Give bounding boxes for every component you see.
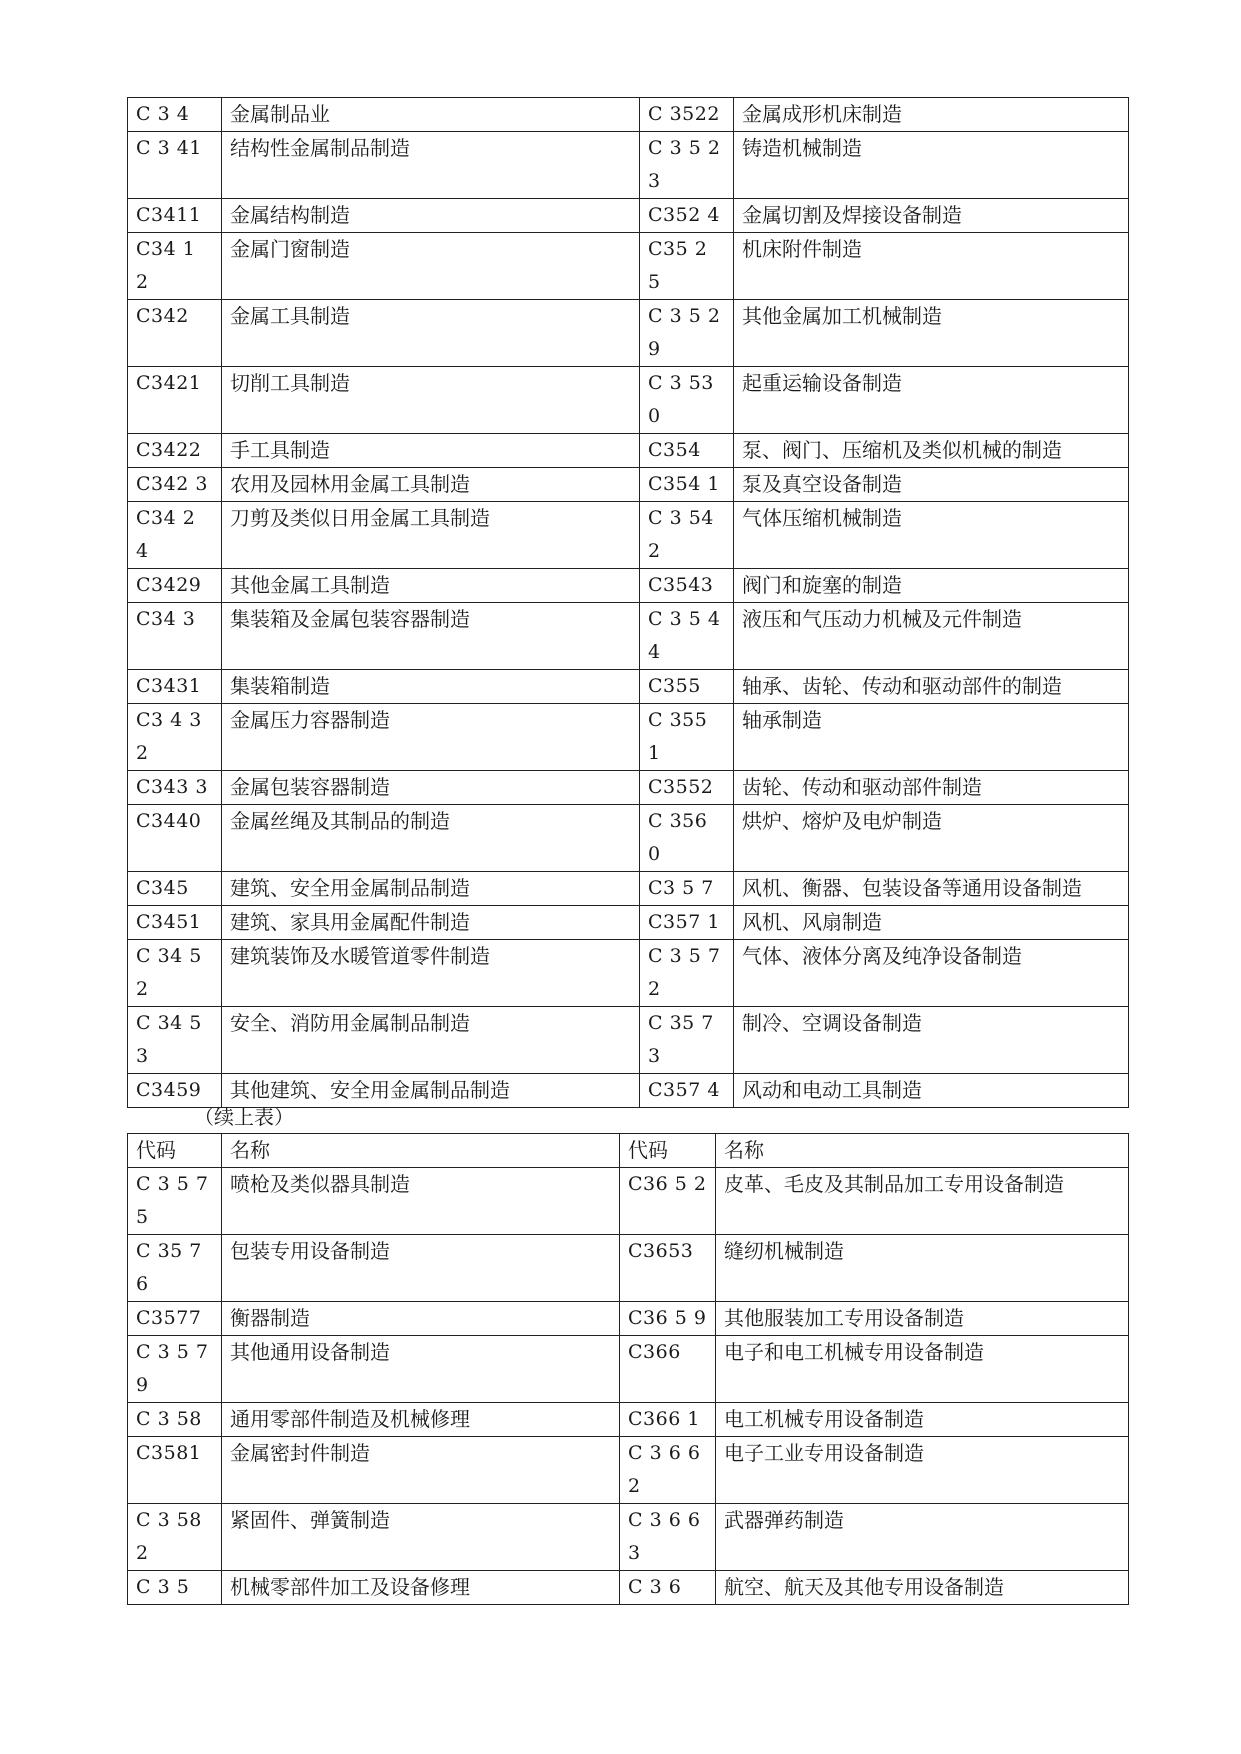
industry-name: 航空、航天及其他专用设备制造 xyxy=(716,1571,1129,1605)
industry-name: 风机、风扇制造 xyxy=(734,906,1129,940)
table-row xyxy=(128,502,1129,569)
industry-code-table-1 xyxy=(127,97,1129,1108)
industry-code: C 3 5 2 3 xyxy=(640,132,734,199)
industry-code: C 3 5 44 xyxy=(640,603,734,670)
industry-name: 集装箱及金属包装容器制造 xyxy=(222,603,640,670)
industry-code: C 3 5 2 9 xyxy=(640,300,734,367)
industry-name: 制冷、空调设备制造 xyxy=(734,1007,1129,1074)
industry-code: C366 xyxy=(620,1336,716,1403)
table-row xyxy=(128,98,1129,132)
industry-code: C3 5 7 xyxy=(640,872,734,906)
industry-name: 铸造机械制造 xyxy=(734,132,1129,199)
table-row xyxy=(128,704,1129,771)
industry-code: C3552 xyxy=(640,771,734,805)
header-name: 名称 xyxy=(222,1134,620,1168)
industry-code: C3421 xyxy=(128,367,222,434)
industry-code: C 35 7 3 xyxy=(640,1007,734,1074)
table-row xyxy=(128,300,1129,367)
industry-code: C 3 5 7 5 xyxy=(128,1168,222,1235)
industry-name: 集装箱制造 xyxy=(222,670,640,704)
industry-name: 金属工具制造 xyxy=(222,300,640,367)
table-row xyxy=(128,1403,1129,1437)
industry-code: C3411 xyxy=(128,199,222,233)
industry-code: C343 3 xyxy=(128,771,222,805)
industry-code: C354 xyxy=(640,434,734,468)
table-row xyxy=(128,670,1129,704)
industry-name: 金属包装容器制造 xyxy=(222,771,640,805)
industry-name: 金属结构制造 xyxy=(222,199,640,233)
table-row xyxy=(128,1007,1129,1074)
header-code: 代码 xyxy=(128,1134,222,1168)
industry-name: 其他通用设备制造 xyxy=(222,1336,620,1403)
industry-name: 金属丝绳及其制品的制造 xyxy=(222,805,640,872)
industry-code: C3577 xyxy=(128,1302,222,1336)
industry-code: C352 4 xyxy=(640,199,734,233)
industry-name: 气体、液体分离及纯净设备制造 xyxy=(734,940,1129,1007)
table-row xyxy=(128,805,1129,872)
industry-code: C 3 41 xyxy=(128,132,222,199)
industry-name: 其他金属加工机械制造 xyxy=(734,300,1129,367)
header-name: 名称 xyxy=(716,1134,1129,1168)
table-row xyxy=(128,771,1129,805)
industry-name: 喷枪及类似器具制造 xyxy=(222,1168,620,1235)
industry-code: C355 xyxy=(640,670,734,704)
industry-name: 皮革、毛皮及其制品加工专用设备制造 xyxy=(716,1168,1129,1235)
table-row xyxy=(128,603,1129,670)
industry-code: C 3 5 7 9 xyxy=(128,1336,222,1403)
industry-code: C35 2 5 xyxy=(640,233,734,300)
industry-code: C342 xyxy=(128,300,222,367)
industry-name: 烘炉、熔炉及电炉制造 xyxy=(734,805,1129,872)
industry-code: C 3 542 xyxy=(640,502,734,569)
industry-code: C 3 530 xyxy=(640,367,734,434)
table-row xyxy=(128,1168,1129,1235)
industry-code: C 3 5 xyxy=(128,1571,222,1605)
industry-name: 机床附件制造 xyxy=(734,233,1129,300)
industry-code: C 34 5 3 xyxy=(128,1007,222,1074)
industry-name: 建筑、安全用金属制品制造 xyxy=(222,872,640,906)
industry-code: C3451 xyxy=(128,906,222,940)
table-row xyxy=(128,233,1129,300)
industry-code: C366 1 xyxy=(620,1403,716,1437)
industry-code: C 34 5 2 xyxy=(128,940,222,1007)
industry-code: C357 1 xyxy=(640,906,734,940)
industry-name: 轴承制造 xyxy=(734,704,1129,771)
industry-code: C3422 xyxy=(128,434,222,468)
table-row xyxy=(128,1437,1129,1504)
table-row xyxy=(128,468,1129,502)
industry-code: C 3522 xyxy=(640,98,734,132)
industry-name: 电子和电工机械专用设备制造 xyxy=(716,1336,1129,1403)
table-row xyxy=(128,1571,1129,1605)
industry-code: C 3 6 6 3 xyxy=(620,1504,716,1571)
table-row xyxy=(128,906,1129,940)
table-row xyxy=(128,1504,1129,1571)
industry-name: 手工具制造 xyxy=(222,434,640,468)
industry-code: C 3 4 xyxy=(128,98,222,132)
industry-name: 刀剪及类似日用金属工具制造 xyxy=(222,502,640,569)
industry-code: C3429 xyxy=(128,569,222,603)
industry-name: 液压和气压动力机械及元件制造 xyxy=(734,603,1129,670)
industry-code: C3653 xyxy=(620,1235,716,1302)
industry-name: 包装专用设备制造 xyxy=(222,1235,620,1302)
industry-code: C342 3 xyxy=(128,468,222,502)
industry-name: 风动和电动工具制造 xyxy=(734,1074,1129,1108)
table-header-row xyxy=(128,1134,1129,1168)
table-row xyxy=(128,1336,1129,1403)
industry-name: 金属制品业 xyxy=(222,98,640,132)
table-row xyxy=(128,199,1129,233)
header-code: 代码 xyxy=(620,1134,716,1168)
table-row xyxy=(128,367,1129,434)
industry-code: C 355 1 xyxy=(640,704,734,771)
industry-code: C3543 xyxy=(640,569,734,603)
industry-name: 气体压缩机械制造 xyxy=(734,502,1129,569)
industry-name: 衡器制造 xyxy=(222,1302,620,1336)
industry-code: C 3 6 6 2 xyxy=(620,1437,716,1504)
industry-code: C34 3 xyxy=(128,603,222,670)
industry-name: 齿轮、传动和驱动部件制造 xyxy=(734,771,1129,805)
industry-name: 金属密封件制造 xyxy=(222,1437,620,1504)
industry-name: 轴承、齿轮、传动和驱动部件的制造 xyxy=(734,670,1129,704)
industry-name: 起重运输设备制造 xyxy=(734,367,1129,434)
industry-name: 阀门和旋塞的制造 xyxy=(734,569,1129,603)
table-row xyxy=(128,132,1129,199)
industry-name: 金属门窗制造 xyxy=(222,233,640,300)
industry-code: C3431 xyxy=(128,670,222,704)
industry-name: 金属压力容器制造 xyxy=(222,704,640,771)
industry-code-table-2 xyxy=(127,1133,1129,1605)
industry-code: C34 1 2 xyxy=(128,233,222,300)
industry-code: C 356 0 xyxy=(640,805,734,872)
industry-code: C3440 xyxy=(128,805,222,872)
industry-code: C 3 6 xyxy=(620,1571,716,1605)
industry-code: C36 5 9 xyxy=(620,1302,716,1336)
table-row xyxy=(128,940,1129,1007)
industry-code: C354 1 xyxy=(640,468,734,502)
industry-name: 金属成形机床制造 xyxy=(734,98,1129,132)
industry-name: 通用零部件制造及机械修理 xyxy=(222,1403,620,1437)
industry-code: C 3 582 xyxy=(128,1504,222,1571)
industry-name: 电子工业专用设备制造 xyxy=(716,1437,1129,1504)
industry-name: 农用及园林用金属工具制造 xyxy=(222,468,640,502)
table-row xyxy=(128,1235,1129,1302)
industry-name: 机械零部件加工及设备修理 xyxy=(222,1571,620,1605)
industry-name: 切削工具制造 xyxy=(222,367,640,434)
industry-name: 其他服装加工专用设备制造 xyxy=(716,1302,1129,1336)
industry-code: C 3 58 xyxy=(128,1403,222,1437)
industry-code: C345 xyxy=(128,872,222,906)
table-row xyxy=(128,569,1129,603)
industry-name: 武器弹药制造 xyxy=(716,1504,1129,1571)
industry-code: C34 2 4 xyxy=(128,502,222,569)
industry-code: C 3 5 7 2 xyxy=(640,940,734,1007)
industry-name: 其他建筑、安全用金属制品制造 xyxy=(222,1074,640,1108)
industry-name: 泵及真空设备制造 xyxy=(734,468,1129,502)
table-row xyxy=(128,872,1129,906)
industry-name: 泵、阀门、压缩机及类似机械的制造 xyxy=(734,434,1129,468)
industry-name: 其他金属工具制造 xyxy=(222,569,640,603)
industry-code: C 35 7 6 xyxy=(128,1235,222,1302)
industry-code: C3 4 3 2 xyxy=(128,704,222,771)
industry-name: 安全、消防用金属制品制造 xyxy=(222,1007,640,1074)
industry-name: 金属切割及焊接设备制造 xyxy=(734,199,1129,233)
industry-code: C357 4 xyxy=(640,1074,734,1108)
table-row xyxy=(128,434,1129,468)
industry-name: 建筑、家具用金属配件制造 xyxy=(222,906,640,940)
industry-name: 缝纫机械制造 xyxy=(716,1235,1129,1302)
industry-name: 建筑装饰及水暖管道零件制造 xyxy=(222,940,640,1007)
industry-name: 紧固件、弹簧制造 xyxy=(222,1504,620,1571)
industry-code: C36 5 2 xyxy=(620,1168,716,1235)
industry-name: 电工机械专用设备制造 xyxy=(716,1403,1129,1437)
industry-code: C3459 xyxy=(128,1074,222,1108)
table-row xyxy=(128,1302,1129,1336)
industry-code: C3581 xyxy=(128,1437,222,1504)
industry-name: 风机、衡器、包装设备等通用设备制造 xyxy=(734,872,1129,906)
industry-name: 结构性金属制品制造 xyxy=(222,132,640,199)
continued-note: （续上表） xyxy=(194,1105,294,1129)
